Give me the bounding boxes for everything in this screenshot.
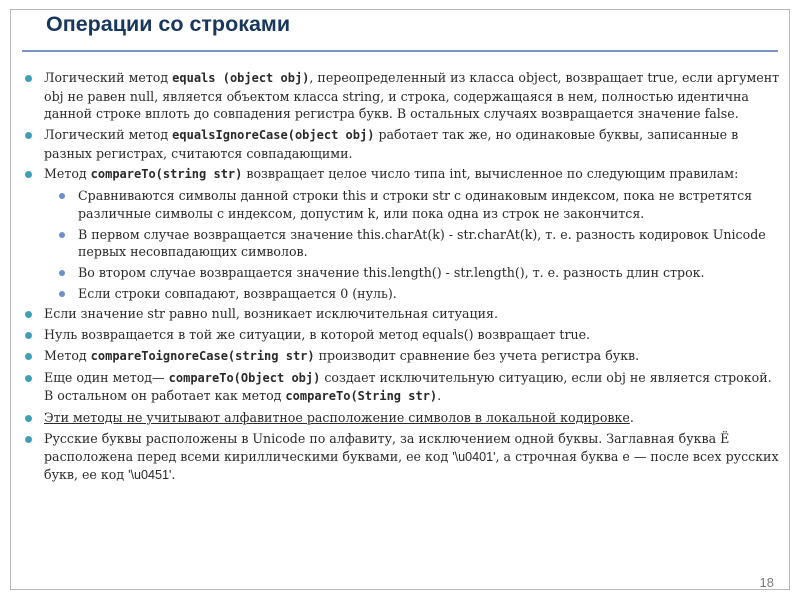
- sub-bullet-item: Если строки совпадают, возвращается 0 (нуль).: [22, 285, 782, 303]
- bullet-dot-icon: [25, 353, 32, 360]
- bullet-dot-icon: [25, 436, 32, 443]
- sub-bullet-dot-icon: [59, 232, 65, 238]
- title-divider: [22, 50, 778, 52]
- sub-bullet-dot-icon: [59, 193, 65, 199]
- sub-bullet-dot-icon: [59, 270, 65, 276]
- bullet-item-compare-to: Метод compareTo(string str) возвращает целое число типа int, вычисленное по следующим правилам:: [22, 165, 782, 184]
- bullet-dot-icon: [25, 311, 32, 318]
- sub-bullet-item: В первом случае возвращается значение this.charAt(k) - str.charAt(k), т. е. разность кодировок Unicode первых несовпадающих символов.: [22, 226, 782, 261]
- bullet-list: [22, 69, 782, 488]
- bullet-item-null: Если значение str равно null, возникает исключительная ситуация.: [22, 305, 782, 323]
- bullet-dot-icon: [25, 171, 32, 178]
- bullet-item-equals-ignore-case: Логический метод equalsIgnoreCase(object obj) работает так же, но одинаковые буквы, записанные в разных регистрах, считаются совпадающими.: [22, 126, 782, 162]
- bullet-item-equals: Логический метод equals (object obj), переопределенный из класса object, возвращает true, если аргумент obj не равен null, является объектом класса string, и строка, содержащаяся в нем, полностью идентична данной строке вплоть до совпадения регистра букв. В остальных случаях возвращается значение false.: [22, 69, 782, 123]
- bullet-dot-icon: [25, 415, 32, 422]
- bullet-item-compare-object: Еще один метод— compareTo(Object obj) создает исключительную ситуацию, если obj не является строкой. В остальном он работает как метод compareTo(String str).: [22, 369, 782, 406]
- bullet-dot-icon: [25, 375, 32, 382]
- slide-title: Операции со строками: [46, 12, 291, 36]
- bullet-item-compare-ignore-case: Метод compareToignoreCase(string str) производит сравнение без учета регистра букв.: [22, 347, 782, 366]
- sub-bullet-item: Сравниваются символы данной строки this и строки str с одинаковым индексом, пока не встретятся различные символы с индексом, допустим k, или пока одна из строк не закончится.: [22, 187, 782, 222]
- bullet-item-locale-note: Эти методы не учитывают алфавитное расположение символов в локальной кодировке.: [22, 409, 782, 427]
- bullet-dot-icon: [25, 332, 32, 339]
- bullet-item-russian-letters: Русские буквы расположены в Unicode по алфавиту, за исключением одной буквы. Заглавная буква Ё расположена перед всеми кириллическими буквами, ее код '\u0401', а строчная буква е — после всех русских букв, ее код '\u0451'.: [22, 430, 782, 485]
- sub-bullet-dot-icon: [59, 291, 65, 297]
- page-number: 18: [759, 575, 774, 590]
- bullet-item-zero: Нуль возвращается в той же ситуации, в которой метод equals() возвращает true.: [22, 326, 782, 344]
- bullet-dot-icon: [25, 75, 32, 82]
- sub-bullet-item: Во втором случае возвращается значение this.length() - str.length(), т. е. разность длин строк.: [22, 264, 782, 282]
- bullet-dot-icon: [25, 132, 32, 139]
